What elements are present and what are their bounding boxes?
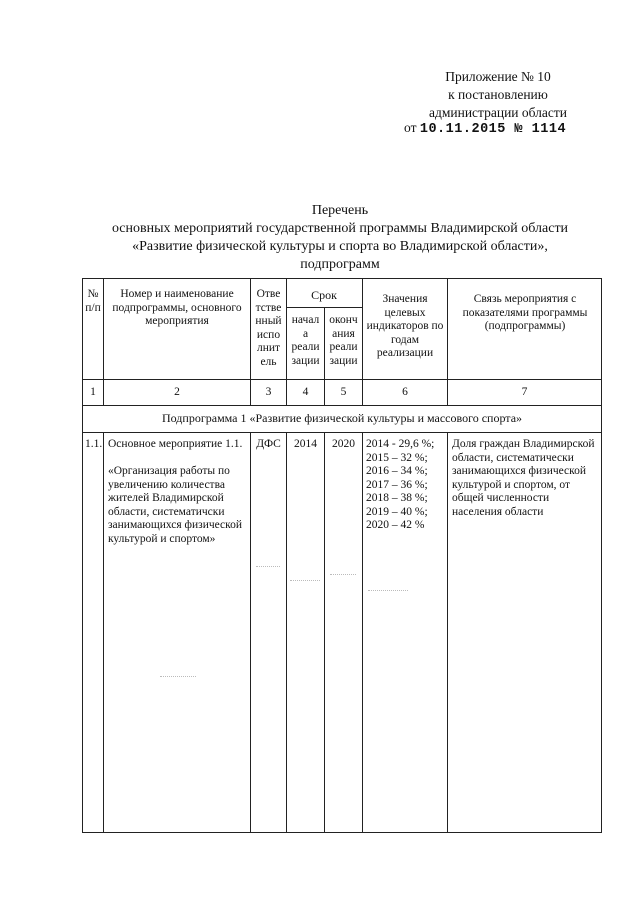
col-border-6b (447, 432, 448, 833)
subprograms-label: подпрограмм (300, 257, 380, 272)
scan-artifact (368, 590, 408, 591)
column-number-2: 2 (174, 386, 180, 398)
administration-label: администрации области (428, 105, 568, 120)
responsible-executor: ДФС (256, 438, 281, 450)
appendix-label: Приложение № 10 (445, 69, 551, 84)
header-indicators: Значения целевых индикаторов по годам реализации (366, 293, 444, 359)
indicator-2017: 2017 – 36 %; (366, 478, 428, 491)
col-border-left (82, 278, 83, 833)
indicator-values (366, 438, 446, 533)
subprogram-title: Подпрограмма 1 «Развитие физической культуры и массового спорта» (161, 411, 523, 425)
indicator-2015: 2015 – 32 %; (366, 451, 428, 464)
table-bottom-border (82, 832, 602, 833)
subprogram-bottom-border (82, 432, 602, 433)
indicator-2014: 2014 - 29,6 %; (366, 438, 435, 450)
header-num: № п/п (85, 288, 101, 314)
col-border-right (601, 278, 602, 833)
table-top-border (82, 278, 602, 279)
resolution-label: к постановлению (448, 87, 548, 102)
measure-title: Основное мероприятие 1.1. (108, 438, 243, 450)
program-name: «Развитие физической культуры и спорта во Владимирской области», (132, 239, 548, 254)
scan-artifact (256, 566, 280, 567)
column-number-6: 6 (402, 386, 408, 398)
header-start: начал а реали зации (291, 314, 320, 367)
col-border-4b (324, 432, 325, 833)
header-link: Связь мероприятия с показателями программы (подпрограммы) (462, 293, 588, 332)
date-stamp: 10.11.2015 № 1114 (419, 122, 567, 137)
column-number-1: 1 (90, 386, 96, 398)
scan-artifact (330, 574, 356, 575)
indicator-2020: 2020 – 42 % (366, 519, 425, 531)
scan-artifact (160, 676, 196, 677)
header-responsible: Отве тстве нный испо лнит ель (255, 288, 282, 368)
column-number-4: 4 (302, 386, 309, 398)
program-indicator-link: Доля граждан Владимирской области, систематически занимающихся физической культурой и спортом, от общей численности населения области (452, 438, 595, 518)
row-number: 1.1. (85, 438, 103, 450)
program-line: основных мероприятий государственной программы Владимирской области (111, 221, 569, 236)
start-year: 2014 (294, 438, 317, 450)
header-term: Срок (311, 288, 337, 302)
col-border-1b (103, 432, 104, 833)
end-year: 2020 (332, 438, 355, 450)
header-name: Номер и наименование подпрограммы, основного мероприятия (112, 288, 242, 327)
col-border-2b (250, 432, 251, 833)
numbers-bottom-border (82, 405, 602, 406)
column-number-7: 7 (521, 386, 528, 398)
indicator-2016: 2016 – 34 %; (366, 465, 428, 477)
resolution-date (404, 120, 566, 137)
col-border-5b (362, 432, 363, 833)
header-bottom-border (82, 379, 602, 380)
indicator-2019: 2019 – 40 %; (366, 505, 428, 518)
col-border-3b (286, 432, 287, 833)
measure-description: «Организация работы по увеличению количества жителей Владимирской области, систематичски занимающихся физической культурой и спортом» (108, 465, 243, 545)
header-end: оконч ания реали зации (329, 314, 358, 367)
column-number-5: 5 (340, 386, 347, 398)
indicator-2018: 2018 – 38 %; (366, 492, 428, 504)
scan-artifact (290, 580, 320, 581)
date-prefix: от (404, 120, 417, 135)
list-title: Перечень (311, 203, 369, 218)
column-number-3: 3 (265, 386, 272, 398)
